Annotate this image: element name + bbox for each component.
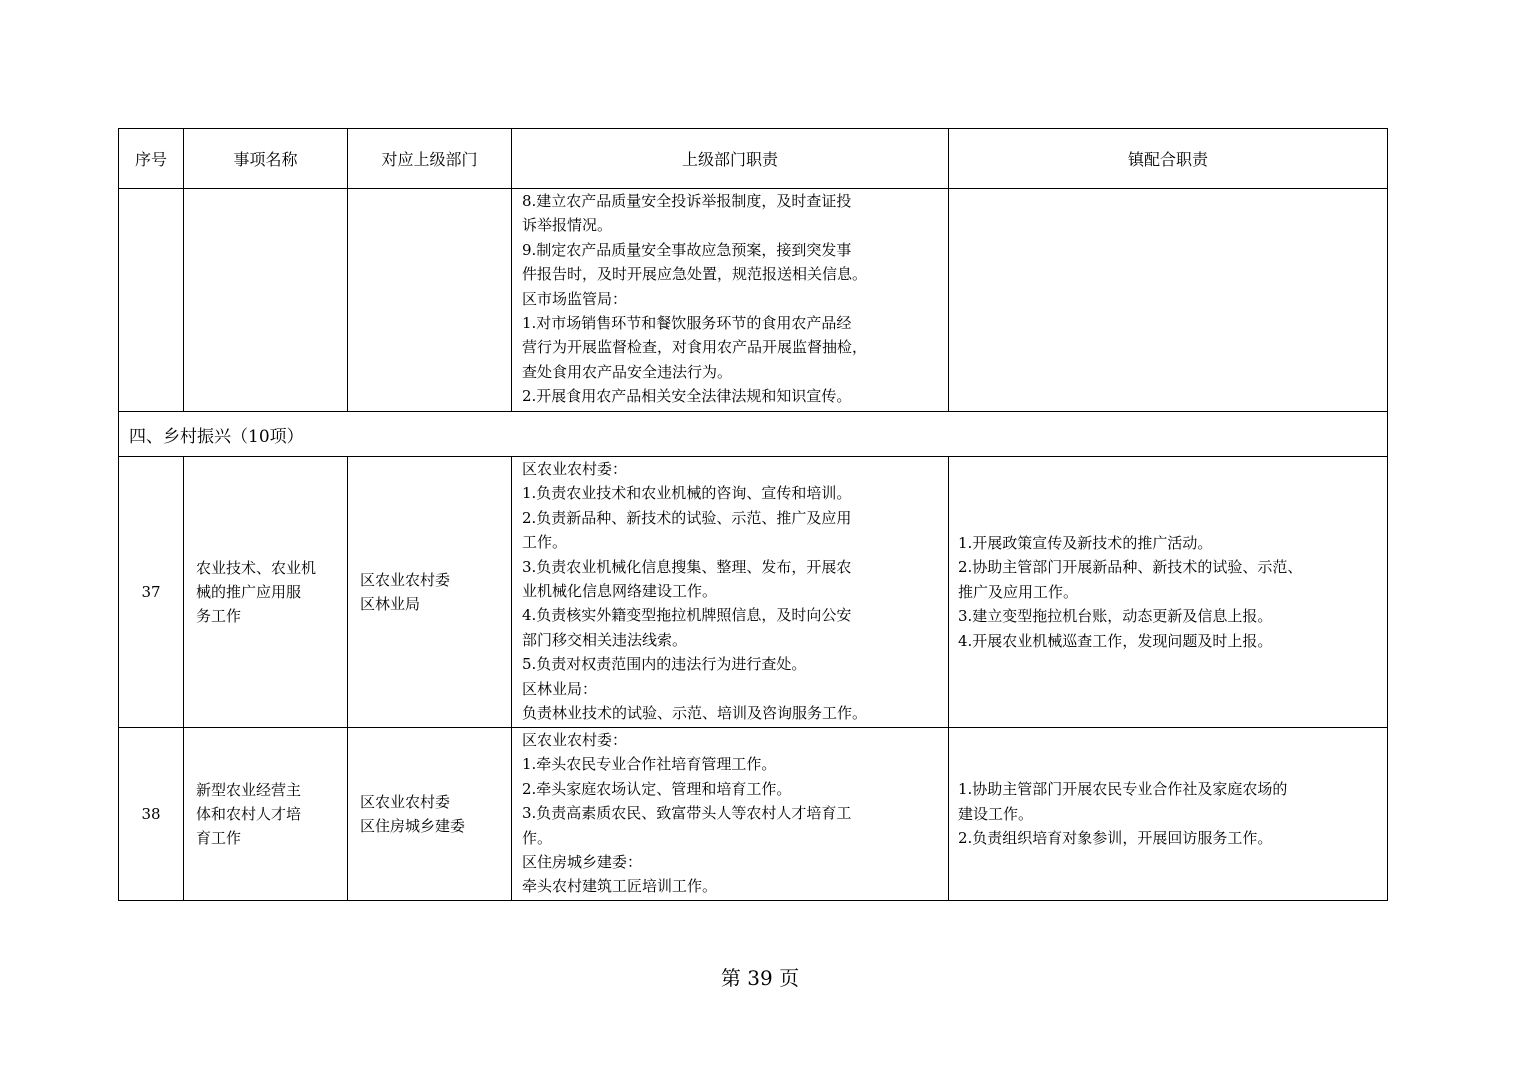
town-duty-line: 2.协助主管部门开展新品种、新技术的试验、示范、 xyxy=(958,558,1303,577)
table-row xyxy=(119,457,1388,728)
duty-line: 查处食用农产品安全违法行为。 xyxy=(522,362,733,381)
duty-line: 5.负责对权责范围内的违法行为进行查处。 xyxy=(522,655,807,674)
cell-superior-duty xyxy=(512,728,949,901)
duty-line: 2.牵头家庭农场认定、管理和培育工作。 xyxy=(522,779,792,798)
cell-item-name xyxy=(184,728,348,901)
duty-line: 1.牵头农民专业合作社培育管理工作。 xyxy=(522,755,777,774)
cell-item-name xyxy=(184,189,348,412)
duty-line: 部门移交相关违法线索。 xyxy=(522,630,688,649)
town-duty-line: 3.建立变型拖拉机台账，动态更新及信息上报。 xyxy=(958,607,1273,626)
header-town-duty: 镇配合职责 xyxy=(949,129,1388,189)
cell-superior-dept xyxy=(348,189,512,412)
cell-town-duty xyxy=(949,189,1388,412)
duty-line: 9.制定农产品质量安全事故应急预案，接到突发事 xyxy=(522,240,852,259)
duty-line: 3.负责农业机械化信息搜集、整理、发布，开展农 xyxy=(522,557,852,576)
cell-no xyxy=(119,189,184,412)
dept-line: 区农业农村委 xyxy=(360,571,451,589)
town-duty-line: 推广及应用工作。 xyxy=(958,582,1079,601)
duty-line: 件报告时，及时开展应急处置，规范报送相关信息。 xyxy=(522,265,868,284)
duty-line: 负责林业技术的试验、示范、培训及咨询服务工作。 xyxy=(522,704,868,723)
cell-town-duty xyxy=(949,728,1388,901)
duty-line: 区农业农村委： xyxy=(522,460,628,478)
town-duty-line: 4.开展农业机械巡查工作，发现问题及时上报。 xyxy=(958,631,1273,650)
page-number: 第 39 页 xyxy=(720,966,800,990)
duty-line: 4.负责核实外籍变型拖拉机牌照信息，及时向公安 xyxy=(522,606,852,625)
dept-line: 区住房城乡建委 xyxy=(360,817,466,835)
town-duty-line: 1.开展政策宣传及新技术的推广活动。 xyxy=(958,533,1213,552)
duty-line: 区市场监管局： xyxy=(522,289,628,308)
town-duty-line: 2.负责组织培育对象参训，开展回访服务工作。 xyxy=(958,829,1273,848)
duty-line: 8.建立农产品质量安全投诉举报制度，及时查证投 xyxy=(522,192,852,210)
item-name-line: 新型农业经营主 xyxy=(196,781,302,799)
duty-line: 1.对市场销售环节和餐饮服务环节的食用农产品经 xyxy=(522,314,852,333)
item-name-line: 体和农村人才培 xyxy=(196,805,302,823)
cell-town-duty xyxy=(949,457,1388,728)
header-item-name: 事项名称 xyxy=(184,129,348,189)
item-name-line: 农业技术、农业机 xyxy=(196,559,317,577)
duty-line: 营行为开展监督检查，对食用农产品开展监督抽检， xyxy=(522,338,868,357)
duty-line: 区林业局： xyxy=(522,679,598,698)
duty-line: 诉举报情况。 xyxy=(522,216,613,235)
section-heading: 四、乡村振兴（10项） xyxy=(119,412,1388,457)
duty-line: 区农业农村委： xyxy=(522,731,628,749)
cell-superior-dept xyxy=(348,457,512,728)
item-name-line: 务工作 xyxy=(196,607,242,625)
town-duty-line: 1.协助主管部门开展农民专业合作社及家庭农场的 xyxy=(958,780,1288,799)
header-superior-duty: 上级部门职责 xyxy=(512,129,949,189)
header-superior-dept: 对应上级部门 xyxy=(348,129,512,189)
duty-line: 区住房城乡建委： xyxy=(522,853,643,872)
duty-line: 1.负责农业技术和农业机械的咨询、宣传和培训。 xyxy=(522,484,852,503)
town-duty-line: 建设工作。 xyxy=(958,804,1034,823)
responsibility-table xyxy=(118,128,1388,901)
cell-no: 38 xyxy=(119,728,184,901)
duty-line: 工作。 xyxy=(522,533,568,552)
dept-line: 区农业农村委 xyxy=(360,793,451,811)
cell-superior-dept xyxy=(348,728,512,901)
duty-line: 业机械化信息网络建设工作。 xyxy=(522,582,718,601)
header-no: 序号 xyxy=(119,129,184,189)
cell-no: 37 xyxy=(119,457,184,728)
table-row xyxy=(119,728,1388,901)
table-row-continued xyxy=(119,189,1388,412)
section-row xyxy=(119,412,1388,457)
item-name-line: 械的推广应用服 xyxy=(196,583,302,601)
duty-line: 3.负责高素质农民、致富带头人等农村人才培育工 xyxy=(522,804,852,823)
cell-superior-duty xyxy=(512,457,949,728)
cell-item-name xyxy=(184,457,348,728)
duty-line: 2.负责新品种、新技术的试验、示范、推广及应用 xyxy=(522,508,852,527)
table-header-row xyxy=(119,129,1388,189)
cell-superior-duty xyxy=(512,189,949,412)
duty-line: 2.开展食用农产品相关安全法律法规和知识宣传。 xyxy=(522,387,852,406)
duty-line: 作。 xyxy=(522,828,553,847)
dept-line: 区林业局 xyxy=(360,595,421,613)
duty-line: 牵头农村建筑工匠培训工作。 xyxy=(522,877,718,896)
item-name-line: 育工作 xyxy=(196,829,242,847)
